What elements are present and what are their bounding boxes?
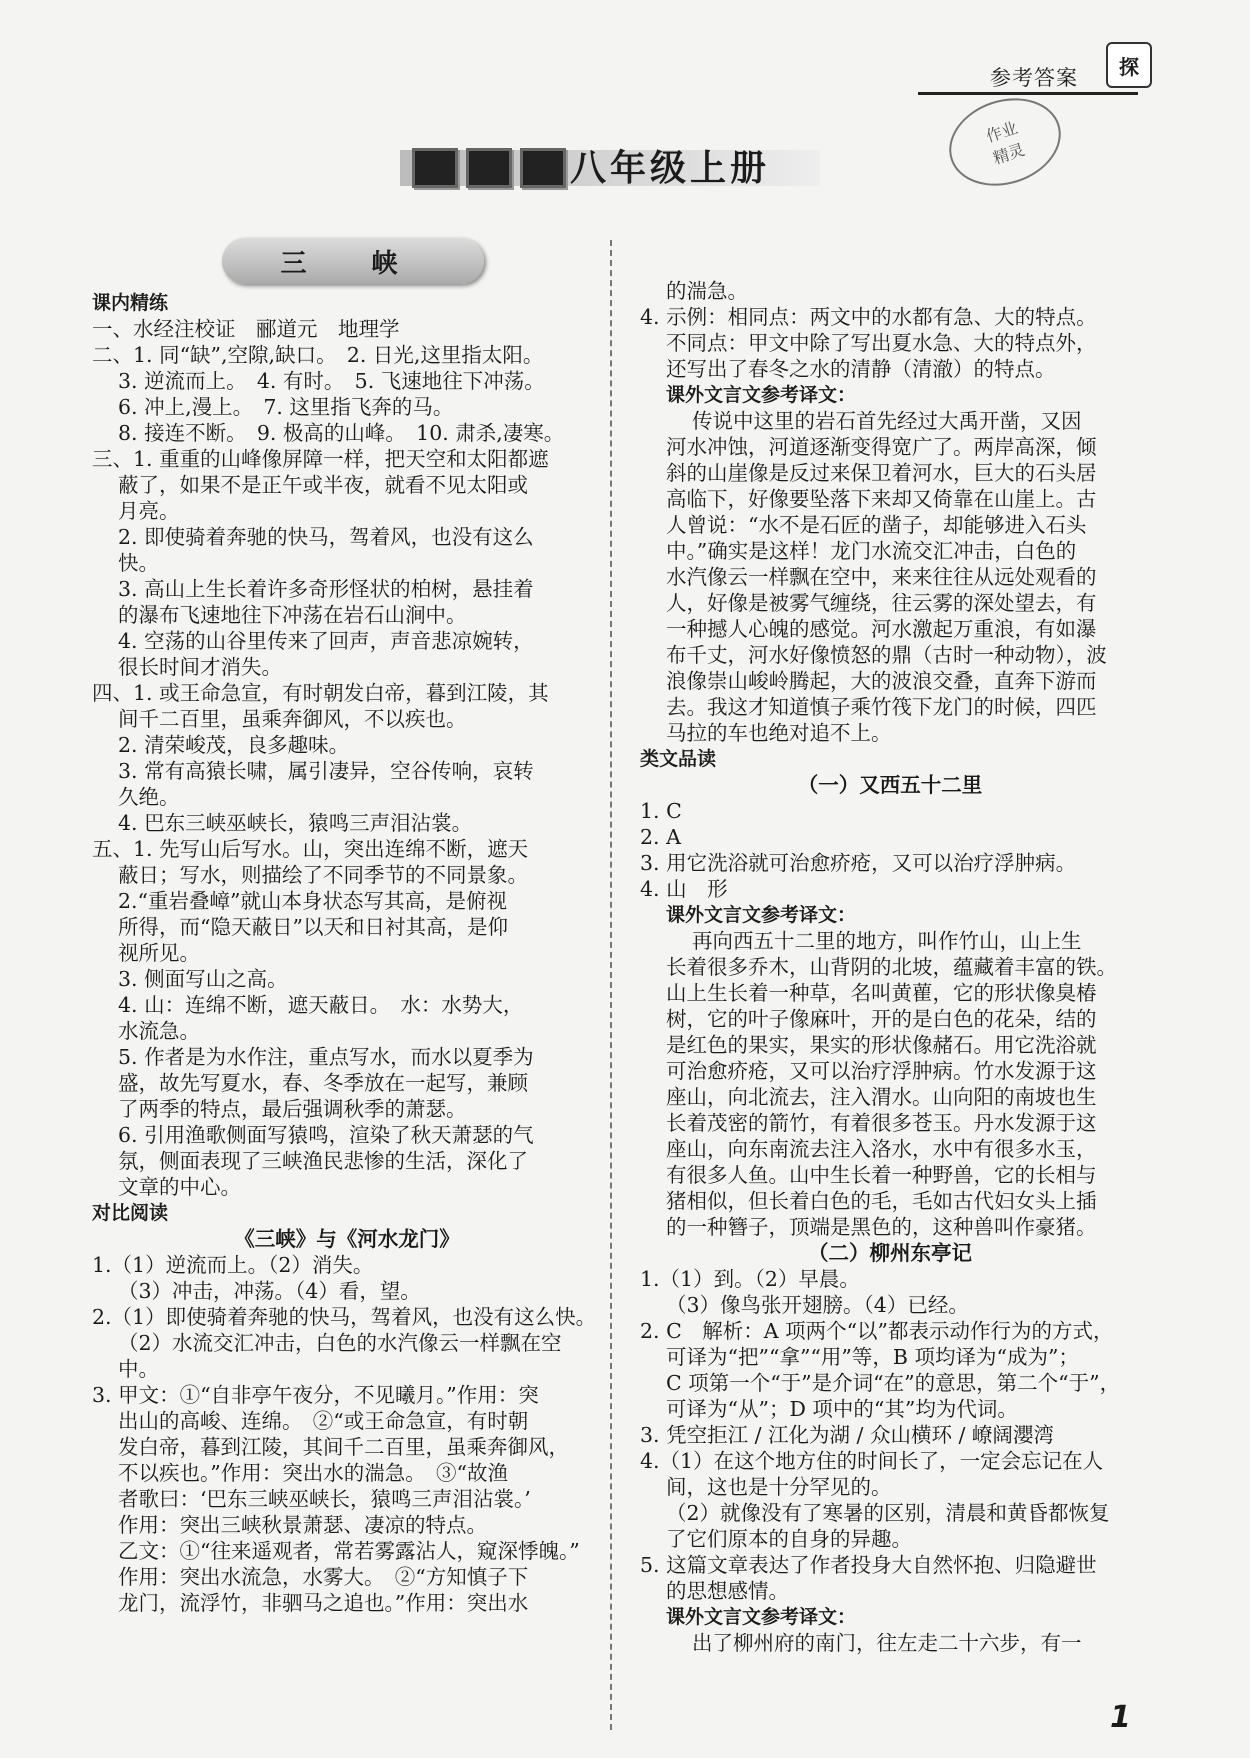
text-line: 月亮。 <box>118 499 180 523</box>
text-line: 四、1. 或王命急宣，有时朝发白帝，暮到江陵，其 <box>92 681 549 705</box>
text-line: 蔽了，如果不是正午或半夜，就看不见太阳或 <box>118 473 528 497</box>
text-line: 5. 这篇文章表达了作者投身大自然怀抱、归隐避世 <box>640 1553 1097 1577</box>
text-line: 2.“重岩叠嶂”就山本身状态写其高，是俯视 <box>118 889 508 913</box>
text-line: （二）柳州东亭记 <box>808 1241 972 1265</box>
text-line: 的瀑布飞速地往下冲荡在岩石山涧中。 <box>118 603 467 627</box>
text-line: 三、1. 重重的山峰像屏障一样，把天空和太阳都遮 <box>92 447 549 471</box>
text-line: 可治愈疥疮，又可以治疗浮肿病。竹水发源于这 <box>666 1059 1097 1083</box>
text-line: 4. 巴东三峡巫峡长，猿鸣三声泪沾裳。 <box>118 811 473 835</box>
text-line: 久绝。 <box>118 785 180 809</box>
text-line: 2. A <box>640 825 681 849</box>
text-line: 座山，向北流去，注入渭水。山向阳的南坡也生 <box>666 1085 1097 1109</box>
grade-title: 八年级上册 <box>570 147 771 189</box>
text-line: 作用：突出三峡秋景萧瑟、凄凉的特点。 <box>118 1513 487 1537</box>
text-line: 类文品读 <box>640 748 717 770</box>
text-line: （3）像鸟张开翅膀。（4）已经。 <box>666 1293 969 1317</box>
text-line: 3. 凭空拒江 / 江化为湖 / 众山横环 / 嶛阔瀴湾 <box>640 1423 1054 1447</box>
text-line: C 项第一个“于”是介词“在”的意思，第二个“于”， <box>666 1371 1121 1395</box>
text-line: 乙文：①“往来遥观者，常若雾露沾人，窥深悸魄。” <box>118 1539 580 1563</box>
stamp-bottom-text: 精灵 <box>990 139 1028 168</box>
text-line: 布千丈，河水好像愤怒的鼎（古时一种动物），波 <box>666 643 1107 667</box>
text-line: 树，它的叶子像麻叶，开的是白色的花朵，结的 <box>666 1007 1097 1031</box>
banner-blocks <box>412 148 566 188</box>
text-line: 2. 清荣峻茂，良多趣味。 <box>118 733 350 757</box>
right-column <box>640 278 1140 1656</box>
text-line: 3. 逆流而上。 4. 有时。 5. 飞速地往下冲荡。 <box>118 369 545 393</box>
text-line: 所得，而“隐天蔽日”以天和日衬其高，是仰 <box>118 915 508 939</box>
text-line: 的湍急。 <box>666 279 748 303</box>
text-line: 1.（1）逆流而上。（2）消失。 <box>92 1253 374 1277</box>
text-line: 中。 <box>118 1357 159 1381</box>
text-line: 4.（1）在这个地方住的时间长了，一定会忘记在人 <box>640 1449 1104 1473</box>
lesson-title: 三 峡 <box>222 238 484 284</box>
text-line: 不同点：甲文中除了写出夏水急、大的特点外， <box>666 331 1097 355</box>
text-line: 3. 用它洗浴就可治愈疥疮，又可以治疗浮肿病。 <box>640 851 1077 875</box>
text-line: 间千二百里，虽乘奔御风，不以疾也。 <box>118 707 467 731</box>
text-line: 氛，侧面表现了三峡渔民悲惨的生活，深化了 <box>118 1149 528 1173</box>
text-line: 水汽像云一样飘在空中，来来往往从远处观看的 <box>666 565 1097 589</box>
text-line: 龙门，流浮竹，非驷马之追也。”作用：突出水 <box>118 1591 529 1615</box>
text-line: 3. 甲文：①“自非亭午夜分，不见曦月。”作用：突 <box>92 1383 539 1407</box>
text-line: 人曾说：“水不是石匠的凿子，却能够进入石头 <box>666 513 1087 537</box>
text-line: 视所见。 <box>118 941 200 965</box>
text-line: 人，好像是被雾气缠绕，往云雾的深处望去，有 <box>666 591 1097 615</box>
text-line: 一、水经注校证 郦道元 地理学 <box>92 317 400 341</box>
header-rule <box>918 92 1138 95</box>
text-line: 出山的高峻、连绵。 ②“或王命急宣，有时朝 <box>118 1409 529 1433</box>
publisher-logo-icon: 探 <box>1106 42 1152 88</box>
text-line: 发白帝，暮到江陵，其间千二百里，虽乘奔御风， <box>118 1435 569 1459</box>
watermark-stamp <box>938 84 1072 199</box>
text-line: 的思想感情。 <box>666 1579 789 1603</box>
header-label: 参考答案 <box>990 66 1078 90</box>
text-line: 有很多人鱼。山中生长着一种野兽，它的长相与 <box>666 1163 1097 1187</box>
text-line: 2. C 解析：A 项两个“以”都表示动作行为的方式， <box>640 1319 1114 1343</box>
text-line: 中。”确实是这样！龙门水流交汇冲击，白色的 <box>666 539 1077 563</box>
text-line: 再向西五十二里的地方，叫作竹山，山上生 <box>692 929 1082 953</box>
text-line: 4. 山：连绵不断，遮天蔽日。 水：水势大， <box>118 993 524 1017</box>
text-line: 斜的山崖像是反过来保卫着河水，巨大的石头居 <box>666 461 1097 485</box>
text-line: 是红色的果实，果实的形状像赭石。用它洗浴就 <box>666 1033 1097 1057</box>
text-line: 高临下，好像要坠落下来却又倚靠在山崖上。古 <box>666 487 1097 511</box>
text-line: 二、1. 同“缺”,空隙,缺口。 2. 日光,这里指太阳。 <box>92 343 544 367</box>
text-line: 2. 即使骑着奔驰的快马，驾着风，也没有这么 <box>118 525 534 549</box>
text-line: 浪像崇山峻岭腾起，大的波浪交叠，直奔下游而 <box>666 669 1097 693</box>
text-line: （2）就像没有了寒暑的区别，清晨和黄昏都恢复 <box>666 1501 1110 1525</box>
text-line: 五、1. 先写山后写水。山，突出连绵不断，遮天 <box>92 837 529 861</box>
text-line: 了两季的特点，最后强调秋季的萧瑟。 <box>118 1097 467 1121</box>
text-line: 1. C <box>640 799 682 823</box>
text-line: 河水冲蚀，河道逐渐变得宽广了。两岸高深，倾 <box>666 435 1097 459</box>
left-column <box>92 290 602 1616</box>
page-number: 1 <box>1110 1700 1131 1735</box>
text-line: 文章的中心。 <box>118 1175 241 1199</box>
text-line: 蔽日；写水，则描绘了不同季节的不同景象。 <box>118 863 528 887</box>
text-line: 1.（1）到。（2）早晨。 <box>640 1267 860 1291</box>
text-line: 5. 作者是为水作注，重点写水，而水以夏季为 <box>118 1045 534 1069</box>
text-line: 山上生长着一种草，名叫黄雚，它的形状像臭椿 <box>666 981 1097 1005</box>
text-line: 长着茂密的箭竹，有着很多苍玉。丹水发源于这 <box>666 1111 1097 1135</box>
text-line: 猪相似，但长着白色的毛，毛如古代妇女头上插 <box>666 1189 1097 1213</box>
text-line: 快。 <box>118 551 159 575</box>
stamp-top-text: 作业 <box>983 118 1020 146</box>
column-divider <box>610 240 612 1730</box>
text-line: 者歌曰：‘巴东三峡巫峡长，猿鸣三声泪沾裳。’ <box>118 1487 531 1511</box>
text-line: 不以疾也。”作用：突出水的湍急。 ③“故渔 <box>118 1461 508 1485</box>
text-line: （3）冲击，冲荡。（4）看，望。 <box>118 1279 421 1303</box>
text-line: 4. 山 形 <box>640 877 728 901</box>
text-line: （2）水流交汇冲击，白色的水汽像云一样飘在空 <box>118 1331 562 1355</box>
text-line: 课外文言文参考译文： <box>666 1606 857 1628</box>
text-line: 6. 引用渔歌侧面写猿鸣，渲染了秋天萧瑟的气 <box>118 1123 534 1147</box>
text-line: 传说中这里的岩石首先经过大禹开凿，又因 <box>692 409 1082 433</box>
text-line: 3. 常有高猿长啸，属引凄异，空谷传响，哀转 <box>118 759 534 783</box>
text-line: 3. 高山上生长着许多奇形怪状的柏树，悬挂着 <box>118 577 534 601</box>
text-line: 座山，向东南流去注入洛水，水中有很多水玉， <box>666 1137 1097 1161</box>
text-line: 盛，故先写夏水，春、冬季放在一起写，兼顾 <box>118 1071 528 1095</box>
text-line: 4. 空荡的山谷里传来了回声，声音悲凉婉转， <box>118 629 534 653</box>
text-line: 课外文言文参考译文： <box>666 904 857 926</box>
text-line: 8. 接连不断。 9. 极高的山峰。 10. 肃杀,凄寒。 <box>118 421 565 445</box>
text-line: 间，这也是十分罕见的。 <box>666 1475 892 1499</box>
text-line: （一）又西五十二里 <box>797 773 983 797</box>
text-line: 出了柳州府的南门，往左走二十六步，有一 <box>692 1631 1082 1655</box>
text-line: 对比阅读 <box>92 1202 169 1224</box>
text-line: 课外文言文参考译文： <box>666 384 857 406</box>
text-line: 还写出了春冬之水的清静（清澈）的特点。 <box>666 357 1056 381</box>
text-line: 2.（1）即使骑着奔驰的快马，驾着风，也没有这么快。 <box>92 1305 597 1329</box>
text-line: 了它们原本的自身的异趣。 <box>666 1527 912 1551</box>
text-line: 可译为“把”“拿”“用”等，B 项均译为“成为”； <box>666 1345 1079 1369</box>
text-line: 的一种簪子，顶端是黑色的，这种兽叫作豪猪。 <box>666 1215 1097 1239</box>
text-line: 3. 侧面写山之高。 <box>118 967 288 991</box>
text-line: 可译为“从”；D 项中的“其”均为代词。 <box>666 1397 1018 1421</box>
text-line: 马拉的车也绝对追不上。 <box>666 721 892 745</box>
text-line: 一种撼人心魄的感觉。河水激起万重浪，有如瀑 <box>666 617 1097 641</box>
text-line: 长着很多乔木，山背阴的北坡，蕴藏着丰富的铁。 <box>666 955 1117 979</box>
text-line: 4. 示例：相同点：两文中的水都有急、大的特点。 <box>640 305 1097 329</box>
text-line: 水流急。 <box>118 1019 200 1043</box>
text-line: 作用：突出水流急，水雾大。 ②“方知慎子下 <box>118 1565 529 1589</box>
text-line: 课内精练 <box>92 292 169 314</box>
text-line: 《三峡》与《河水龙门》 <box>234 1227 460 1251</box>
text-line: 很长时间才消失。 <box>118 655 282 679</box>
text-line: 6. 冲上,漫上。 7. 这里指飞奔的马。 <box>118 395 454 419</box>
text-line: 去。我这才知道慎子乘竹筏下龙门的时候，四匹 <box>666 695 1097 719</box>
